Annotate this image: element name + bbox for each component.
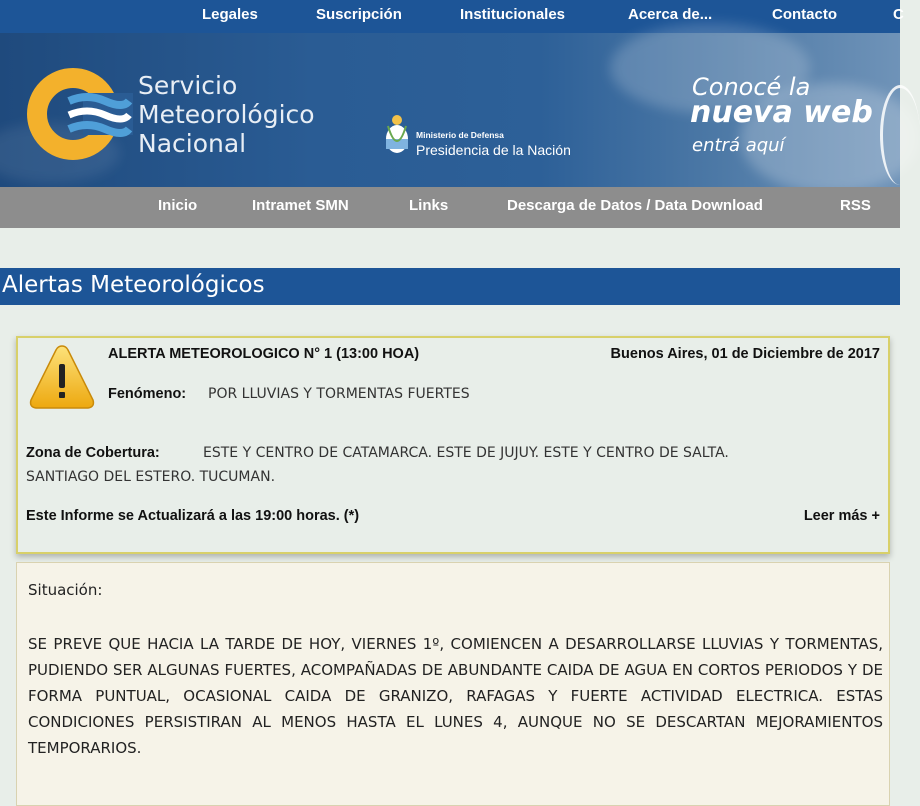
section-header [0, 268, 900, 305]
subnav-link-inicio[interactable]: Inicio [158, 197, 198, 214]
top-nav [0, 0, 904, 33]
phenomenon-value: POR LLUVIAS Y TORMENTAS FUERTES [208, 386, 470, 402]
coverage-label: Zona de Cobertura: [26, 445, 160, 461]
coverage-text: ESTE Y CENTRO DE CATAMARCA. ESTE DE JUJUY. ESTE Y CENTRO DE SALTA. [203, 445, 729, 461]
promo-arc-icon [880, 85, 920, 185]
smn-logo-text[interactable] [138, 71, 315, 158]
presidency-name: Presidencia de la Nación [416, 142, 571, 158]
nav-link-institucionales[interactable]: Institucionales [460, 6, 566, 23]
nav-link-legales[interactable]: Legales [202, 6, 258, 23]
coat-of-arms-icon [382, 112, 412, 162]
header-banner [0, 33, 900, 187]
page-title: Alertas Meteorológicos [2, 272, 265, 298]
ministry-name: Ministerio de Defensa [416, 130, 504, 140]
promo-line: Conocé la [692, 73, 811, 101]
alert-date: Buenos Aires, 01 de Diciembre de 2017 [610, 346, 880, 362]
subnav-link-links[interactable]: Links [409, 197, 449, 214]
situation-label: Situación: [28, 581, 103, 599]
situation-panel [16, 562, 890, 806]
nav-link-contacto[interactable]: Contacto [772, 6, 837, 23]
nav-link-truncated[interactable]: C [893, 6, 904, 23]
subnav-link-rss[interactable]: RSS [840, 197, 871, 214]
subnav-link-intramet[interactable]: Intramet SMN [252, 197, 349, 214]
logo-line: Nacional [138, 129, 247, 158]
phenomenon-label: Fenómeno: [108, 386, 187, 402]
alert-title: ALERTA METEOROLOGICO N° 1 (13:00 HOA) [108, 346, 420, 362]
nav-link-suscripcion[interactable]: Suscripción [316, 6, 402, 23]
warning-triangle-icon [28, 342, 96, 412]
nav-link-acerca-de[interactable]: Acerca de... [628, 6, 713, 23]
subnav-link-data-download[interactable]: Descarga de Datos / Data Download [507, 197, 763, 214]
secondary-nav [0, 187, 900, 228]
coverage-text: SANTIAGO DEL ESTERO. TUCUMAN. [26, 469, 276, 485]
alert-card [16, 336, 890, 554]
smn-logo-icon[interactable] [25, 63, 127, 165]
read-more-link[interactable]: Leer más + [803, 508, 880, 524]
logo-line: Meteorológico [138, 100, 315, 129]
ministry-logo[interactable] [382, 112, 622, 162]
promo-headline: nueva web [690, 95, 873, 130]
logo-line: Servicio [138, 71, 238, 100]
update-notice: Este Informe se Actualizará a las 19:00 horas. (*) [26, 508, 360, 524]
situation-body: SE PREVE QUE HACIA LA TARDE DE HOY, VIERNES 1º, COMIENCEN A DESARROLLARSE LLUVIAS Y TORMENTAS, PUDIENDO SER ALGUNAS FUERTES, ACOMPAÑADAS DE ABUNDANTE CAIDA DE AGUA EN CORTOS PERIODOS Y DE FORMA PUNTUAL, OCASIONAL CAIDA DE GRANIZO, RAFAGAS Y FUERTE ACTIVIDAD ELECTRICA. ESTAS CONDICIONES PERSISTIRAN AL MENOS HASTA EL LUNES 4, AUNQUE NO SE DESCARTAN MEJORAMIENTOS TEMPORARIOS. [28, 635, 883, 757]
promo-link: entrá aquí [692, 135, 785, 156]
